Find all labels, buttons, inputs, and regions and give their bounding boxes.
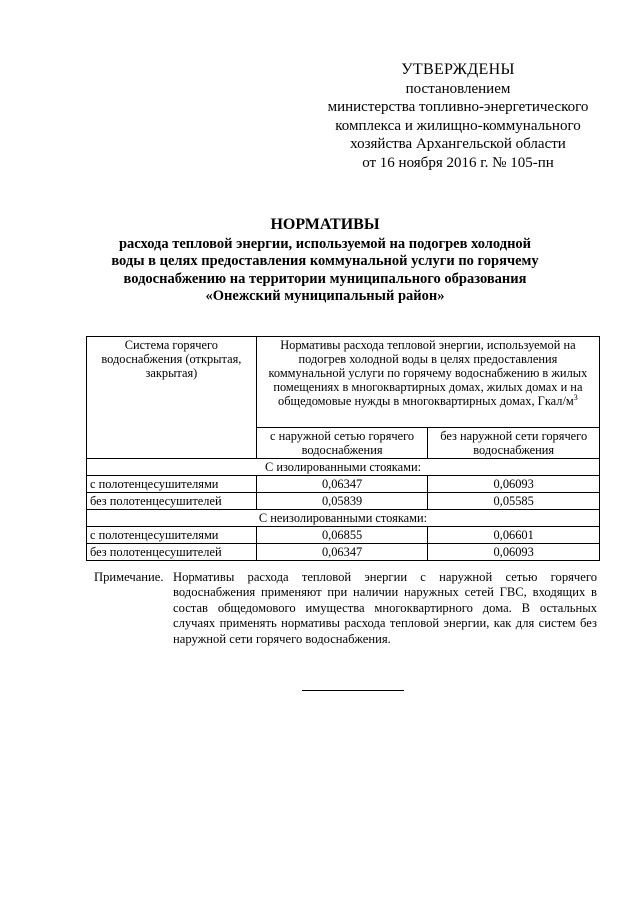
value-cell: 0,06855 (256, 527, 428, 544)
column-header-system: Система горячего водоснабжения (открытая, закрытая) (87, 337, 257, 459)
heading-line: расхода тепловой энергии, используемой на подогрев холодной (118, 235, 532, 252)
unit-superscript: 3 (573, 392, 578, 402)
row-label: с полотенцесушителями (87, 527, 257, 544)
heading-line: «Онежский муниципальный район» (205, 288, 445, 304)
column-header-norms: Нормативы расхода тепловой энергии, используемой на подогрев холодной воды в целях предоставления коммунальной услуги по горячему водоснабжению в жилых помещениях в многоквартирных домах, жилых домах и на общедомовые нужды в многоквартирных домах, Гкал/$м^3$ (256, 337, 599, 428)
row-label: без полотенцесушителей (87, 544, 257, 561)
approval-line: комплекса и жилищно-коммунального (335, 117, 581, 134)
table-row (87, 544, 600, 561)
heading-line: воды в целях предоставления коммунальной услуги по горячему (111, 253, 539, 269)
document-heading (80, 216, 570, 306)
section-title: С изолированными стояками: (87, 459, 600, 476)
table-row (87, 476, 600, 493)
value-cell: 0,05585 (428, 493, 600, 510)
closing-rule (302, 690, 404, 691)
value-cell: 0,06093 (428, 476, 600, 493)
table-row (87, 527, 600, 544)
row-label: без полотенцесушителей (87, 493, 257, 510)
approval-line: от 16 ноября 2016 г. № 105-пн (362, 154, 554, 171)
approval-title: УТВЕРЖДЕНЫ (401, 61, 515, 78)
value-cell: 0,05839 (256, 493, 428, 510)
approval-line: хозяйства Архангельской области (350, 136, 566, 152)
approval-line: постановлением (405, 80, 511, 97)
column-header-with-network: с наружной сетью горячего водоснабжения (256, 428, 428, 459)
note-block (94, 570, 597, 647)
value-cell: 0,06347 (256, 476, 428, 493)
document-title: НОРМАТИВЫ (270, 216, 380, 233)
value-cell: 0,06601 (428, 527, 600, 544)
approval-line: министерства топливно-энергетического (327, 99, 589, 115)
value-cell: 0,06347 (256, 544, 428, 561)
column-header-without-network: без наружной сети горячего водоснабжения (428, 428, 600, 459)
table-row (87, 493, 600, 510)
row-label: с полотенцесушителями (87, 476, 257, 493)
approval-block (300, 61, 616, 172)
norms-table (86, 336, 600, 561)
heading-line: водоснабжению на территории муниципального образования (123, 270, 527, 287)
note-label: Примечание. (94, 570, 164, 584)
section-title: С неизолированными стояками: (87, 510, 600, 527)
value-cell: 0,06093 (428, 544, 600, 561)
note-text: Нормативы расхода тепловой энергии с наружной сетью горячего водоснабжения применяют при наличии наружных сетей ГВС, входящих в состав общедомового имущества многоквартирного дома. В остальных случаях применять нормативы расхода тепловой энергии, как для систем без наружной сети горячего водоснабжения. (173, 570, 597, 646)
